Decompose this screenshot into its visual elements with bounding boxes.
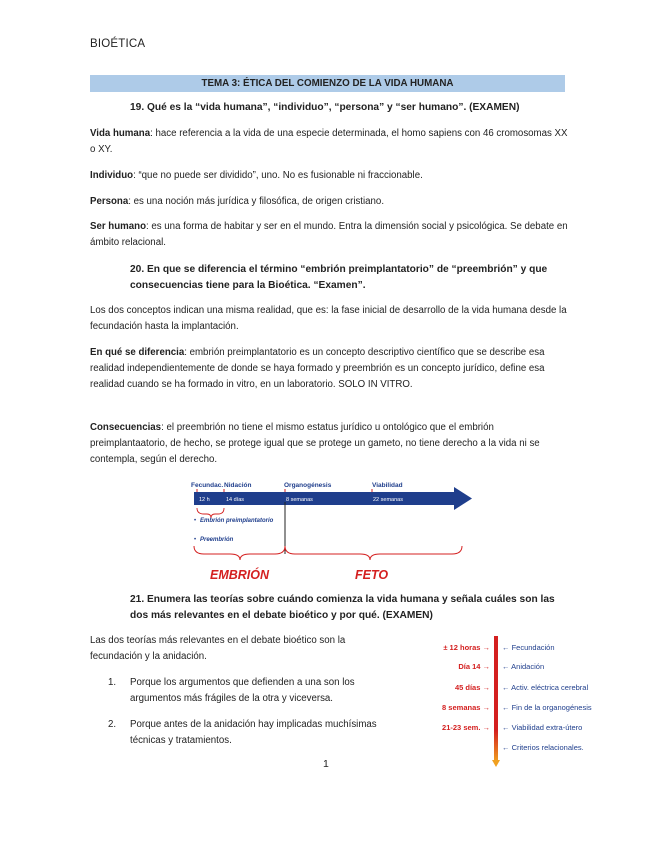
- def-term: Individuo: [90, 170, 134, 181]
- timeline-label-fecundacion: Fecundac.: [191, 482, 224, 489]
- def-term: Vida humana: [90, 128, 151, 139]
- stage-left-45dias: 45 días →: [454, 683, 490, 692]
- question-19-title: 19. Qué es la “vida humana”, “individuo”, “persona” y “ser humano”. (EXAMEN): [130, 102, 520, 113]
- def-vida-humana: [90, 126, 570, 158]
- def-text: : es una forma de habitar y ser en el mundo. Entra la dimensión social y psicológica. Se debate en ámbito relacional.: [90, 221, 568, 248]
- feto-brace: [285, 546, 462, 560]
- list-text: Porque antes de la anidación hay implicadas muchísimas técnicas y tratamientos.: [130, 719, 377, 746]
- timeline-label-viabilidad: Viabilidad: [372, 482, 403, 489]
- label-embrion: EMBRIÓN: [210, 568, 270, 582]
- bar-label-14dias: 14 días: [226, 497, 245, 503]
- list-text: Porque los argumentos que defienden a una son los argumentos más frágiles de la otra y viceversa.: [130, 677, 355, 704]
- stage-axis: [494, 636, 498, 762]
- timeline-arrowhead: [454, 487, 472, 510]
- stage-left-8semanas: 8 semanas →: [442, 703, 490, 712]
- page-header: BIOÉTICA: [90, 38, 146, 50]
- list-number: 2.: [108, 719, 117, 730]
- stage-right-criterios: ← Criterios relacionales.: [502, 743, 584, 752]
- def-text: : hace referencia a la vida de una especie determinada, el homo sapiens con 46 cromosomas XX o XY.: [90, 128, 568, 155]
- bar-label-8semanas: 8 semanas: [286, 497, 313, 503]
- stage-right-organogenesis: ← Fin de la organogénesis: [502, 703, 592, 712]
- list-number: 1.: [108, 677, 117, 688]
- development-timeline: [190, 476, 475, 586]
- cons-text: : el preembrión no tiene el mismo estatus jurídico u ontológico que el embrión preimplantaatorio, de hecho, se protege igual que se protege un gameto, no tiene derecho a la vida ni se contempla, según el derecho.: [90, 422, 540, 465]
- q20-intro: Los dos conceptos indican una misma realidad, que es: la fase inicial de desarrollo de la vida humana desde la fecundación hasta la implantación.: [90, 305, 567, 332]
- stage-right-anidacion: ← Anidación: [502, 662, 545, 671]
- def-persona: [90, 194, 570, 210]
- topic-title-bar: TEMA 3: ÉTICA DEL COMIENZO DE LA VIDA HUMANA: [90, 75, 565, 92]
- q20-difference: [90, 345, 570, 393]
- def-text: : “que no puede ser dividido”, uno. No es fusionable ni fraccionable.: [133, 170, 423, 181]
- stage-right-viabilidad: ← Viabilidad extra-útero: [502, 723, 583, 732]
- bullet-dot: •: [194, 518, 197, 524]
- embrion-brace: [194, 546, 285, 560]
- stage-left-21-23sem: 21-23 sem. →: [442, 723, 490, 732]
- diff-text: : embrión preimplantatorio es un concepto descriptivo científico que se describe esa realidad independientemente de donde se haya formado y preembrión es un concepto jurídico, define esa realidad cuando se ha formado in vitro, en un laboratorio. SOLO IN VITRO.: [90, 347, 545, 390]
- q21-intro: Las dos teorías más relevantes en el debate bioético son la fecundación y la anidación.: [90, 635, 346, 662]
- def-text: : es una noción más jurídica y filosófica, de origen cristiano.: [128, 196, 385, 207]
- def-ser-humano: [90, 219, 570, 251]
- def-term: Persona: [90, 196, 129, 207]
- question-20-title: 20. En que se diferencia el término “embrión preimplantatorio” de “preembrión” y que consecuencias tiene para la Bioética. “Examen”.: [130, 264, 548, 291]
- timeline-label-nidacion: Nidación: [224, 482, 252, 489]
- life-stages-diagram: [410, 632, 620, 770]
- cons-term: Consecuencias: [90, 422, 162, 433]
- stage-axis-arrow: [492, 760, 500, 767]
- stage-left-12h: ± 12 horas →: [443, 643, 490, 652]
- bullet-embrion-preimplantatorio: Embrión preimplantatorio: [200, 518, 274, 524]
- q20-consequences: [90, 420, 570, 468]
- bullet-dot: •: [194, 537, 197, 543]
- def-term: Ser humano: [90, 221, 146, 232]
- bar-label-22semanas: 22 semanas: [373, 497, 403, 503]
- stage-right-fecundacion: ← Fecundación: [502, 643, 555, 652]
- preimplant-brace: [197, 508, 224, 518]
- bar-label-12h: 12 h: [199, 497, 210, 503]
- stage-right-actividad-cerebral: ← Activ. eléctrica cerebral: [502, 683, 589, 692]
- page-number: 1: [323, 758, 329, 770]
- label-feto: FETO: [355, 568, 389, 582]
- stage-left-dia14: Día 14 →: [458, 662, 490, 671]
- def-individuo: [90, 168, 570, 184]
- diff-term: En qué se diferencia: [90, 347, 185, 358]
- question-21-title: 21. Enumera las teorías sobre cuándo comienza la vida humana y señala cuáles son las dos más relevantes en el debate bioético y por qué. (EXAMEN): [130, 594, 555, 621]
- bullet-preembrion: Preembrión: [200, 537, 234, 543]
- timeline-label-organogenesis: Organogénesis: [284, 482, 332, 489]
